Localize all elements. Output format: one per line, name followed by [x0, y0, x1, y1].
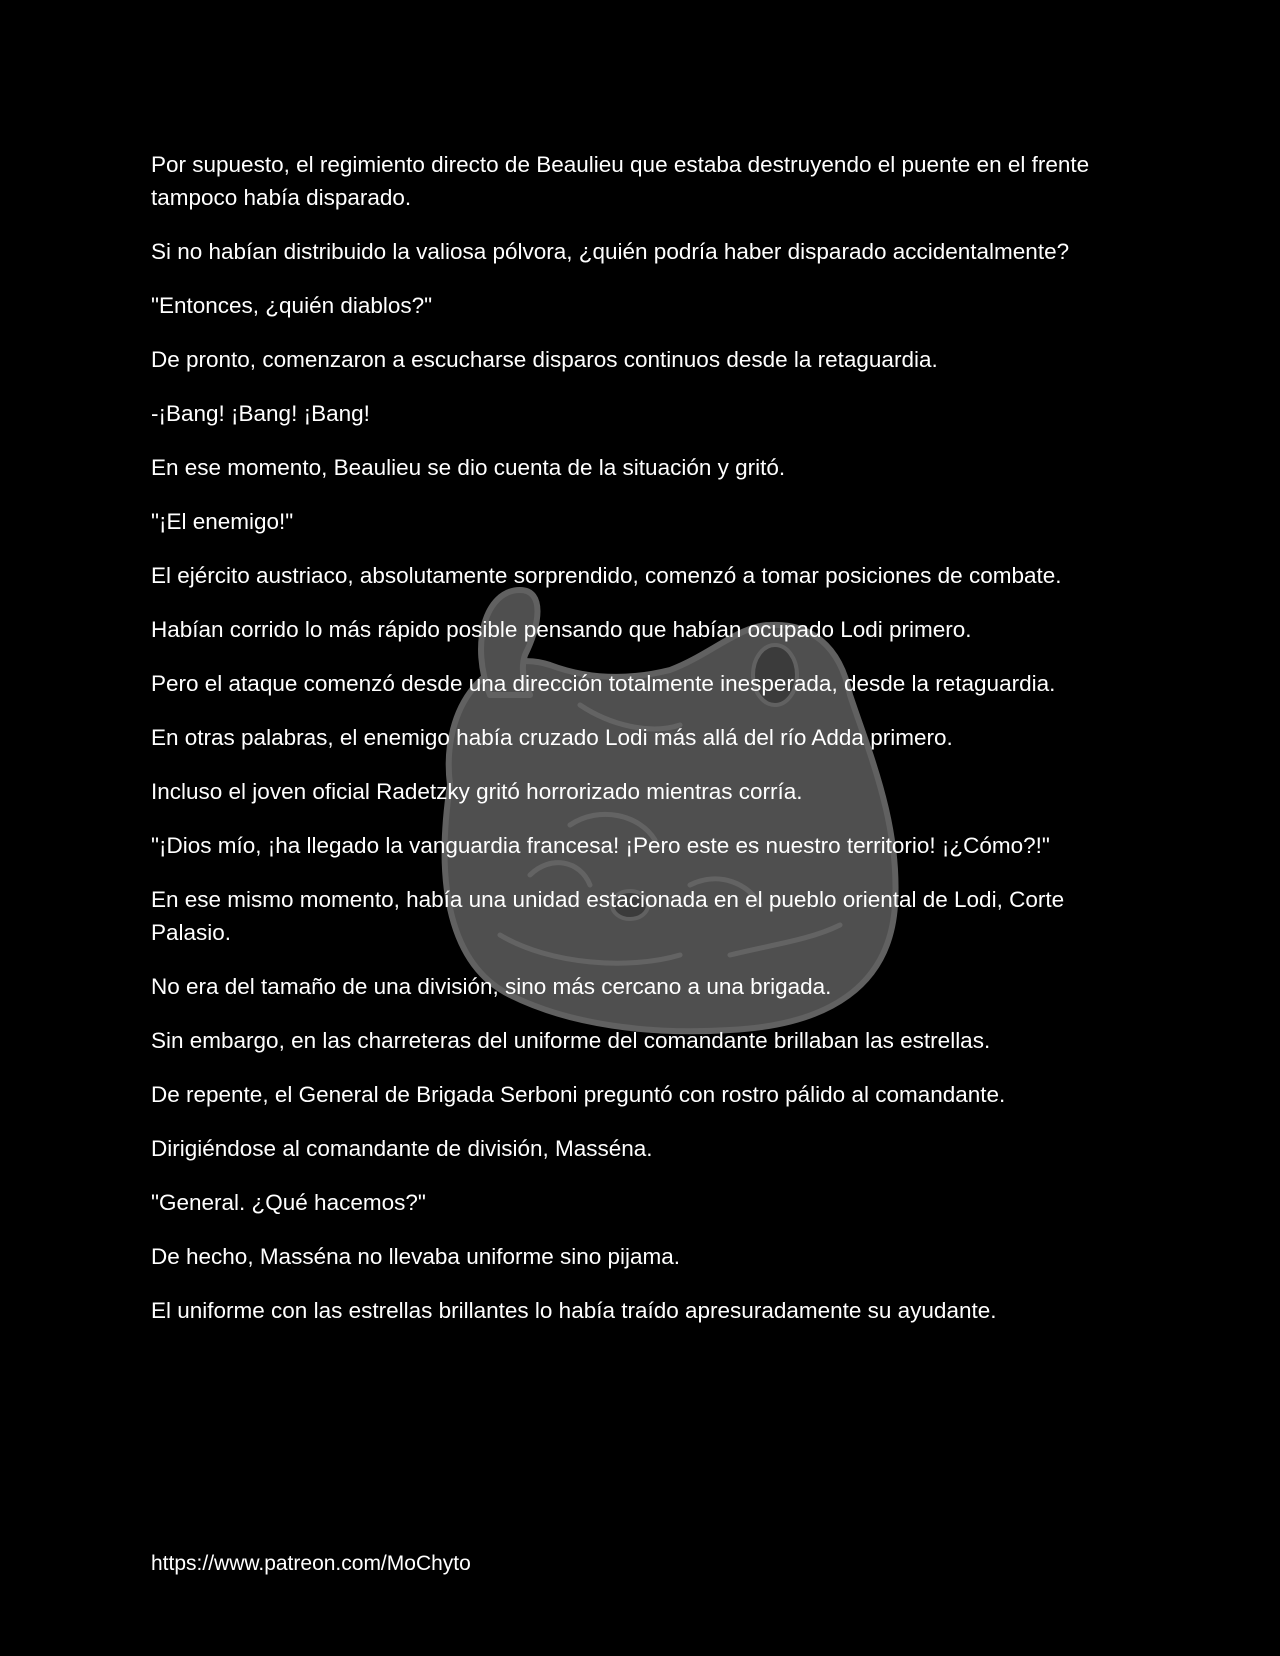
body-text — [151, 148, 1141, 1348]
paragraph: De pronto, comenzaron a escucharse disparos continuos desde la retaguardia. — [151, 347, 938, 372]
paragraph: Sin embargo, en las charreteras del uniforme del comandante brillaban las estrellas. — [151, 1028, 991, 1053]
paragraph: "¡El enemigo!" — [151, 509, 294, 534]
patreon-link[interactable]: https://www.patreon.com/MoChyto — [151, 1552, 471, 1575]
paragraph: Incluso el joven oficial Radetzky gritó horrorizado mientras corría. — [151, 779, 803, 804]
paragraph: "General. ¿Qué hacemos?" — [151, 1190, 426, 1215]
paragraph: "Entonces, ¿quién diablos?" — [151, 293, 433, 318]
paragraph: En ese mismo momento, había una unidad estacionada en el pueblo oriental de Lodi, Corte Palasio. — [151, 887, 1065, 945]
paragraph: El ejército austriaco, absolutamente sorprendido, comenzó a tomar posiciones de combate. — [151, 563, 1062, 588]
paragraph: De repente, el General de Brigada Serboni preguntó con rostro pálido al comandante. — [151, 1082, 1006, 1107]
paragraph: Pero el ataque comenzó desde una dirección totalmente inesperada, desde la retaguardia. — [151, 671, 1056, 696]
paragraph: Habían corrido lo más rápido posible pensando que habían ocupado Lodi primero. — [151, 617, 972, 642]
paragraph: Dirigiéndose al comandante de división, Masséna. — [151, 1136, 653, 1161]
paragraph: Por supuesto, el regimiento directo de Beaulieu que estaba destruyendo el puente en el frente tampoco había disparado. — [151, 152, 1090, 210]
paragraph: "¡Dios mío, ¡ha llegado la vanguardia francesa! ¡Pero este es nuestro territorio! ¡¿Cómo?!" — [151, 833, 1050, 858]
paragraph: De hecho, Masséna no llevaba uniforme sino pijama. — [151, 1244, 681, 1269]
paragraph: -¡Bang! ¡Bang! ¡Bang! — [151, 401, 370, 426]
paragraph: En ese momento, Beaulieu se dio cuenta de la situación y gritó. — [151, 455, 786, 480]
paragraph: Si no habían distribuido la valiosa pólvora, ¿quién podría haber disparado accidentalmente? — [151, 239, 1070, 264]
paragraph: El uniforme con las estrellas brillantes lo había traído apresuradamente su ayudante. — [151, 1298, 997, 1323]
paragraph: No era del tamaño de una división, sino más cercano a una brigada. — [151, 974, 832, 999]
paragraph: En otras palabras, el enemigo había cruzado Lodi más allá del río Adda primero. — [151, 725, 953, 750]
